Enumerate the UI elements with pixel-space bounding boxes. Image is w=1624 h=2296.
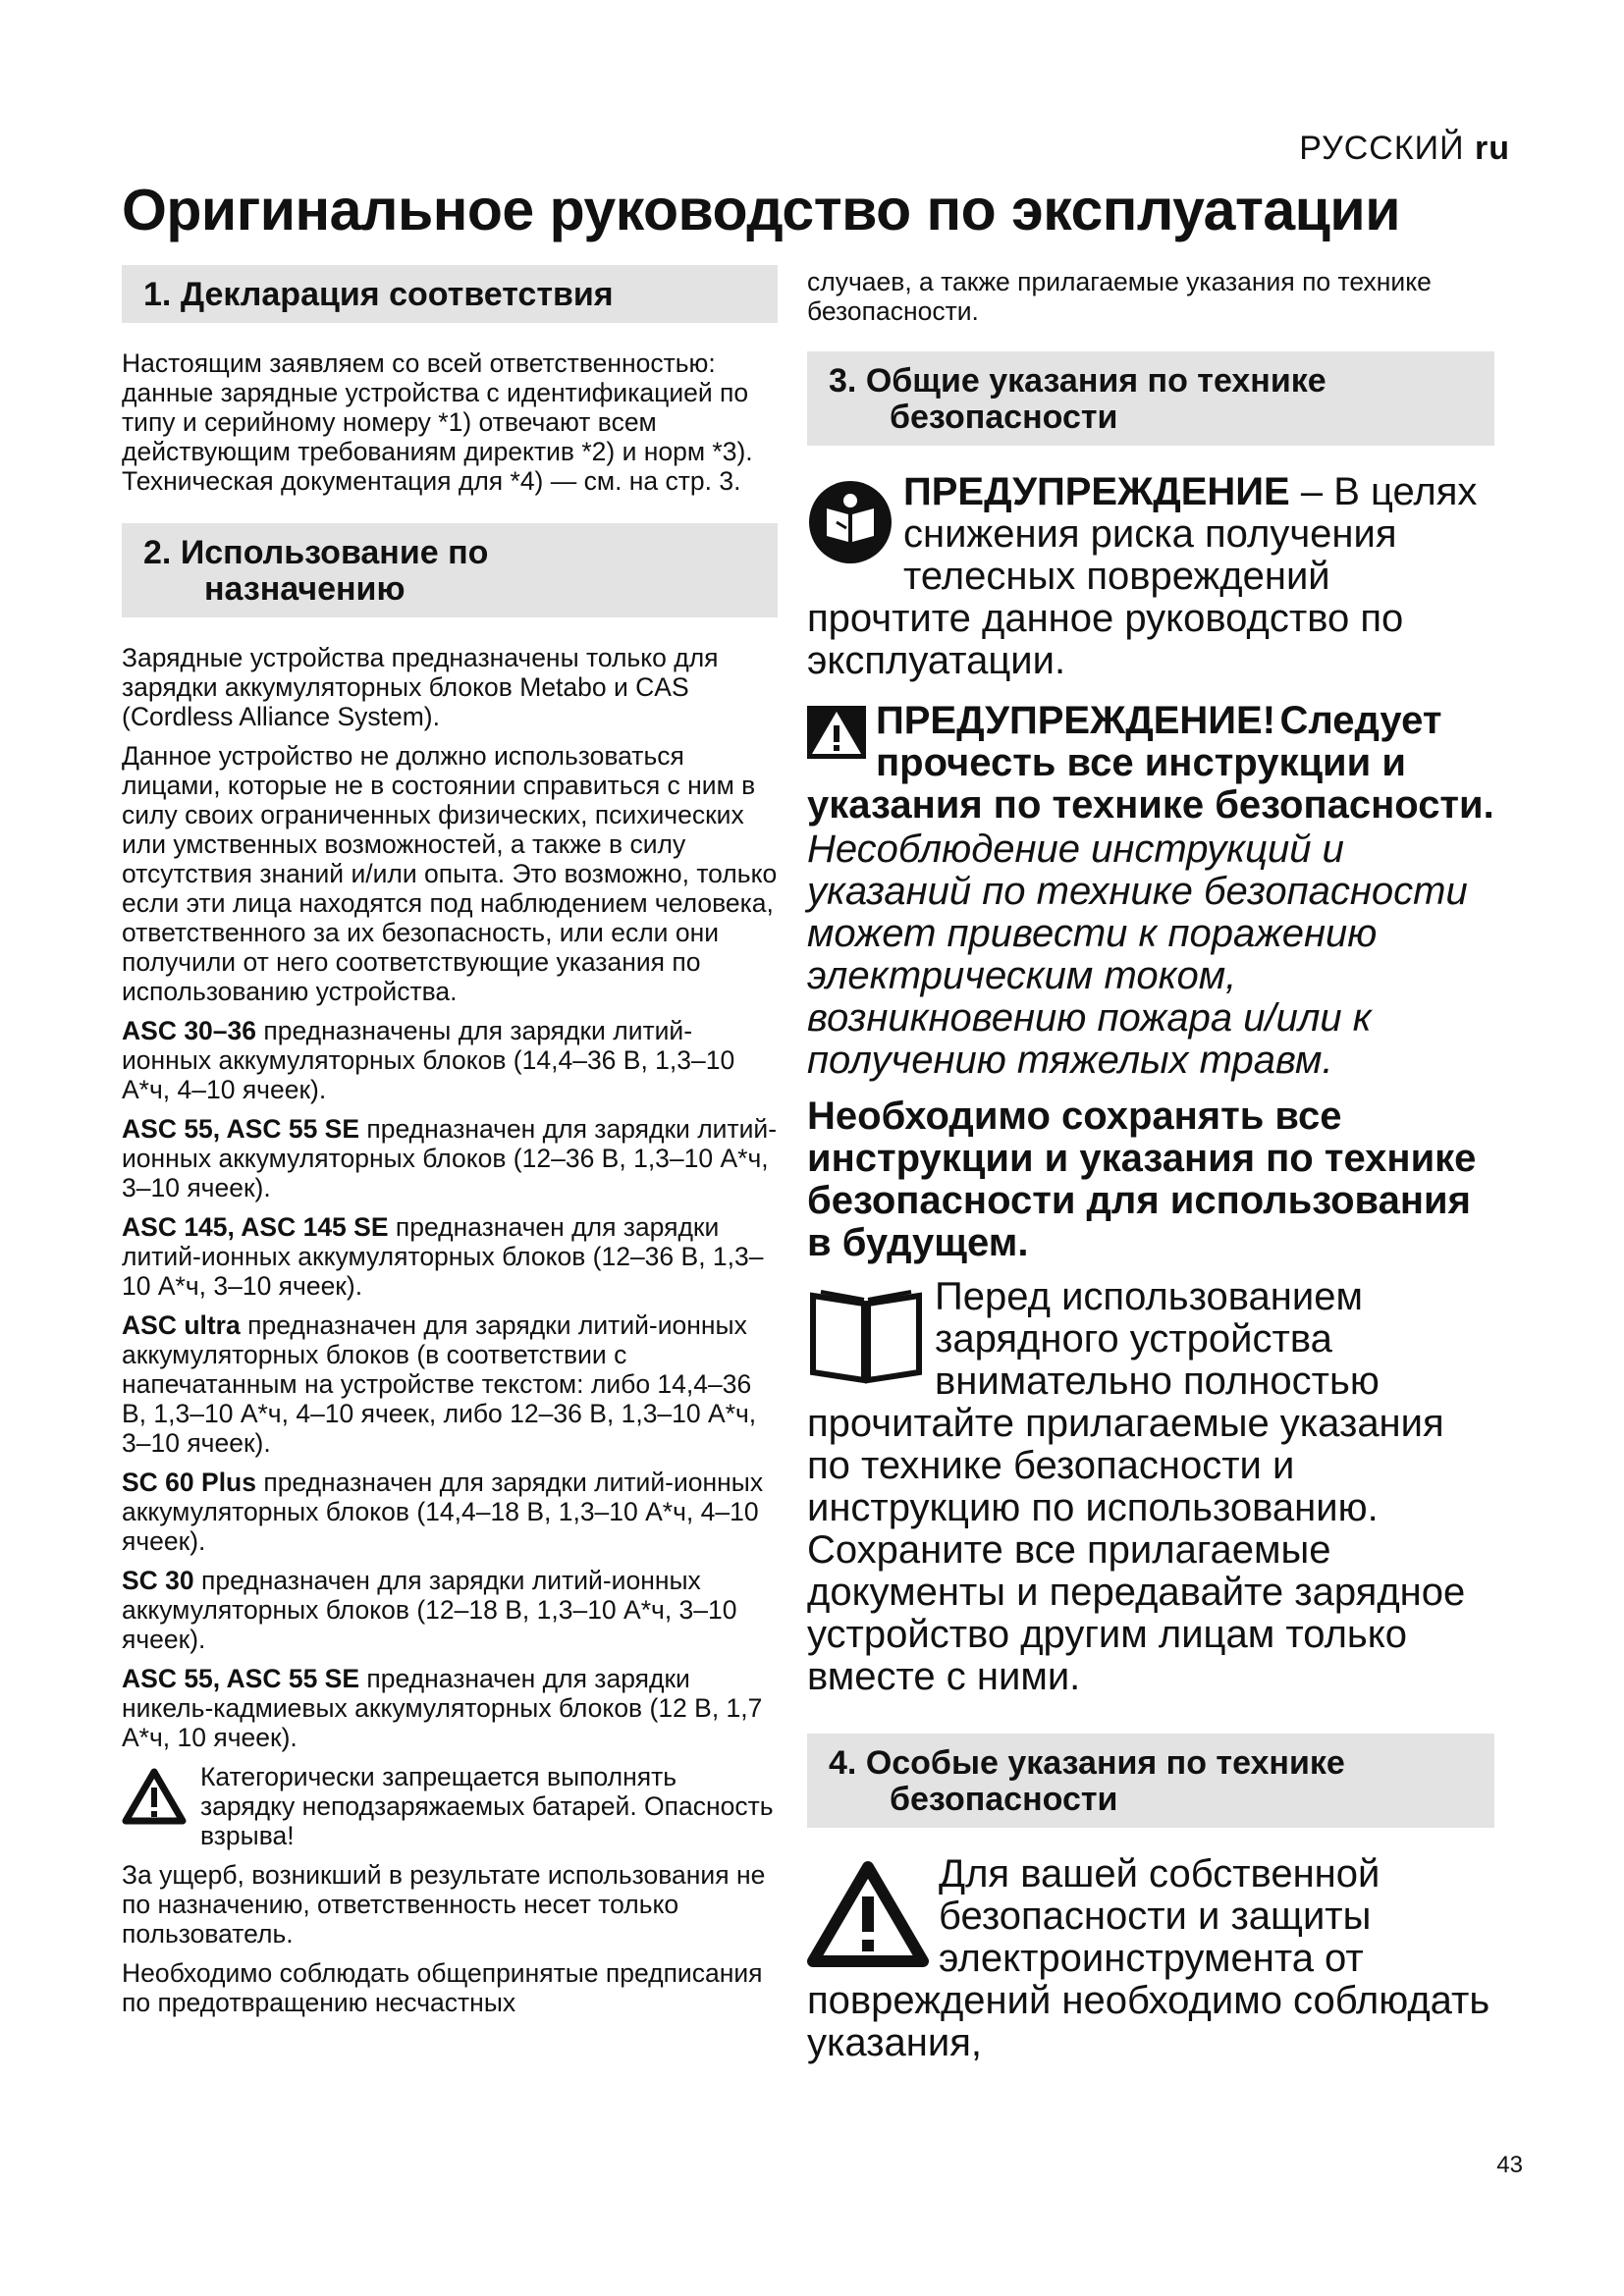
keep-instructions-text: Необходимо сохранять все инструкции и указания по технике безопасности для использования в будущем. xyxy=(807,1095,1477,1264)
right-column xyxy=(807,267,1494,2064)
section-1-heading: 1. Декларация соответствия xyxy=(122,265,778,323)
model-item: SC 60 Plus предназначен для зарядки литий-ионных аккумуляторных блоков (14,4–18 В, 1,3–10 А*ч, 4–10 ячеек). xyxy=(122,1468,764,1556)
continuation-text: случаев, а также прилагаемые указания по технике безопасности. xyxy=(807,267,1432,326)
section-4-heading: 4. Особые указания по технике безопасности xyxy=(807,1734,1494,1828)
section-3-heading: 3. Общие указания по технике безопасности xyxy=(807,351,1494,446)
liability-text: За ущерб, возникший в результате использования не по назначению, ответственность несет только пользователь. xyxy=(122,1860,766,1949)
left-column xyxy=(122,265,778,2027)
usage-paragraph-1: Зарядные устройства предназначены только для зарядки аккумуляторных блоков Metabo и CAS (Cordless Alliance System). xyxy=(122,643,719,731)
model-item: ASC ultra предназначен для зарядки литий-ионных аккумуляторных блоков (в соответствии с напечатанным на устройстве текстом: либо 14,4–36 В, 1,3–10 А*ч, 4–10 ячеек, либо 12–36 В, 1,3–10 А*ч, 3–10 ячеек). xyxy=(122,1310,757,1458)
model-item: ASC 145, ASC 145 SE предназначен для зарядки литий-ионных аккумуляторных блоков (12–36 В, 1,3–10 А*ч, 3–10 ячеек). xyxy=(122,1212,764,1301)
warning-triangle-icon xyxy=(807,706,866,764)
open-book-icon xyxy=(807,1282,925,1393)
warning-read-manual: ПРЕДУПРЕЖДЕНИЕ – В целях снижения риска получения телесных повреждений прочтите данное руководство по эксплуатации. xyxy=(807,470,1478,682)
warning-triangle-icon xyxy=(807,1859,929,1978)
warning-read-instructions: ПРЕДУПРЕЖДЕНИЕ! Следует прочесть все инструкции и указания по технике безопасности. Несоблюдение инструкций и указаний по технике безопасности может привести к поражению электрическим током, возникновению пожара и/или к получению тяжелых травм. xyxy=(807,699,1494,1082)
read-manual-icon xyxy=(807,479,893,574)
page-title: Оригинальное руководство по эксплуатации xyxy=(122,178,1400,242)
explosion-warning: Категорически запрещается выполнять зарядку неподзаряжаемых батарей. Опасность взрыва! xyxy=(122,1762,778,1850)
model-item: SC 30 предназначен для зарядки литий-ионных аккумуляторных блоков (12–18 В, 1,3–10 А*ч, 3–10 ячеек). xyxy=(122,1566,737,1654)
special-safety-text: Для вашей собственной безопасности и защиты электроинструмента от повреждений необходимо соблюдать указания, xyxy=(807,1852,1490,2064)
usage-paragraph-2: Данное устройство не должно использоваться лицами, которые не в состоянии справиться с ним в силу своих ограниченных физических, психических или умственных возможностей, а также в силу отсутствия знаний и/или опыта. Это возможно, только если эти лица находятся под наблюдением человека, ответственного за их безопасность, или если они получили от него соответствующие указания по использованию устройства. xyxy=(122,741,778,1006)
section-2-heading: 2. Использование по назначению xyxy=(122,523,778,617)
model-item: ASC 30–36 предназначены для зарядки литий-ионных аккумуляторных блоков (14,4–36 В, 1,3–10 А*ч, 4–10 ячеек). xyxy=(122,1016,735,1104)
model-item: ASC 55, ASC 55 SE предназначен для зарядки литий-ионных аккумуляторных блоков (12–36 В, 1,3–10 А*ч, 3–10 ячеек). xyxy=(122,1114,778,1202)
page-number: 43 xyxy=(1496,2152,1523,2178)
language-label: РУССКИЙ ru xyxy=(1299,130,1510,167)
warning-triangle-icon xyxy=(122,1768,187,1830)
declaration-text: Настоящим заявляем со всей ответственностью: данные зарядные устройства с идентификацией по типу и серийному номеру *1) отвечают всем действующим требованиям директив *2) и норм *3). Техническая документация для *4) — см. на стр. 3. xyxy=(122,348,753,496)
regulations-text: Необходимо соблюдать общепринятые предписания по предотвращению несчастных xyxy=(122,1958,763,2017)
read-before-use: Перед использованием зарядного устройства внимательно полностью прочитайте прилагаемые указания по технике безопасности и инструкцию по использованию. Сохраните все прилагаемые документы и передавайте зарядное устройство другим лицам только вместе с ними. xyxy=(807,1275,1466,1698)
model-item: ASC 55, ASC 55 SE предназначен для зарядки никель-кадмиевых аккумуляторных блоков (12 В, 1,7 А*ч, 10 ячеек). xyxy=(122,1664,763,1752)
